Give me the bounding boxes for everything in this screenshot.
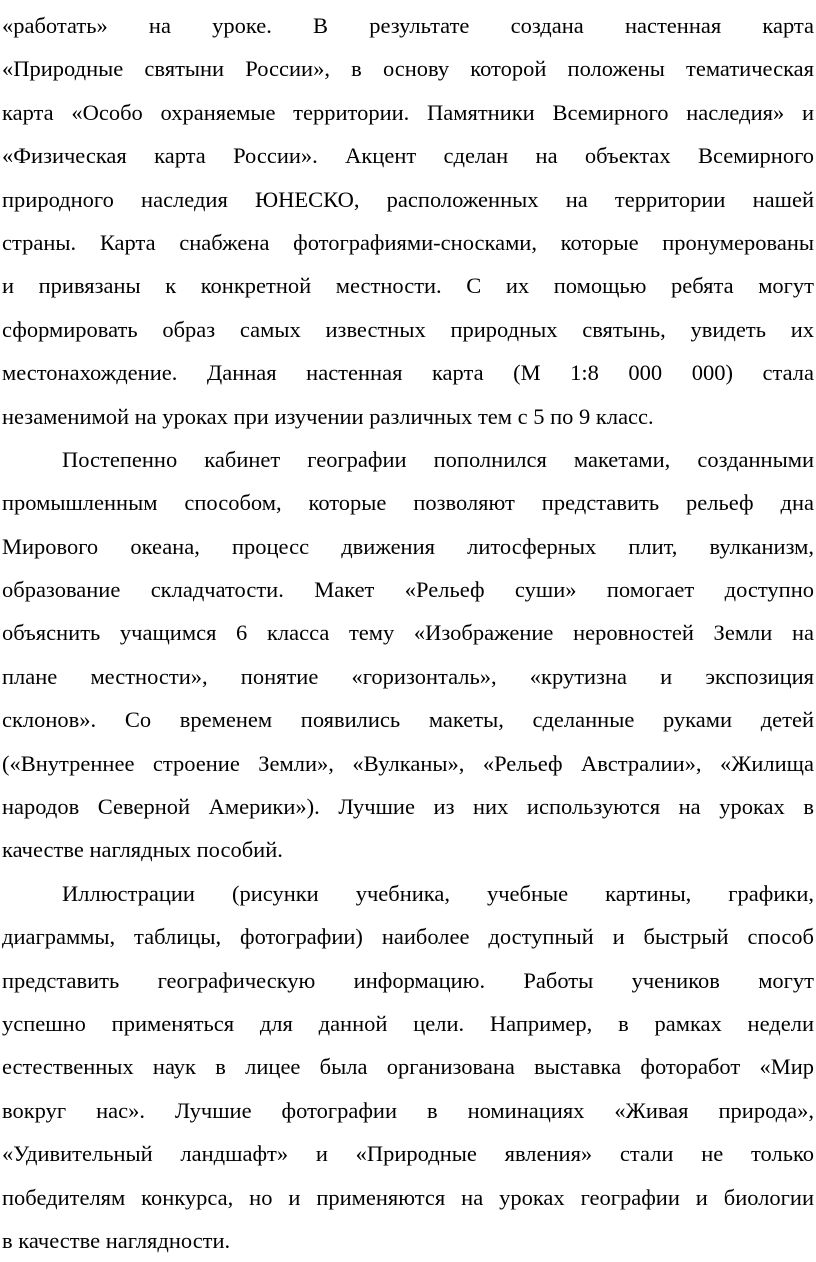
paragraph-2	[2, 438, 814, 872]
text-line: страны. Карта снабжена фотографиями-сносками, которые пронумерованы	[2, 229, 814, 255]
text-line: вокруг нас». Лучшие фотографии в номинациях «Живая природа»,	[2, 1097, 814, 1123]
text-line: победителям конкурса, но и применяются на уроках географии и биологии	[2, 1184, 814, 1210]
text-line: объяснить учащимся 6 класса тему «Изображение неровностей Земли на	[2, 620, 814, 646]
text-line: представить географическую информацию. Работы учеников могут	[2, 967, 814, 993]
text-line: «работать» на уроке. В результате создана настенная карта	[2, 13, 814, 38]
text-line: естественных наук в лицее была организована выставка фоторабот «Мир	[2, 1054, 814, 1080]
text-line: качестве наглядных пособий.	[2, 837, 283, 863]
paragraph-1	[2, 4, 814, 438]
text-line: в качестве наглядности.	[2, 1227, 231, 1253]
text-line: местонахождение. Данная настенная карта (М 1:8 000 000) стала	[2, 360, 814, 386]
text-line: склонов». Со временем появились макеты, сделанные руками детей	[2, 707, 814, 733]
text-line: «Природные святыни России», в основу которой положены тематическая	[2, 56, 814, 82]
text-line: «Удивительный ландшафт» и «Природные явления» стали не только	[2, 1141, 814, 1167]
paragraph-3	[2, 872, 814, 1262]
text-line: «Физическая карта России». Акцент сделан на объектах Всемирного	[2, 143, 814, 169]
text-line: успешно применяться для данной цели. Например, в рамках недели	[2, 1010, 814, 1036]
text-line: Постепенно кабинет географии пополнился макетами, созданными	[62, 446, 814, 472]
text-line: («Внутреннее строение Земли», «Вулканы», «Рельеф Австралии», «Жилища	[2, 750, 814, 776]
text-line: и привязаны к конкретной местности. С их помощью ребята могут	[2, 273, 814, 299]
text-line: Мирового океана, процесс движения литосферных плит, вулканизм,	[2, 533, 814, 559]
text-line: карта «Особо охраняемые территории. Памятники Всемирного наследия» и	[2, 99, 814, 125]
text-line: Иллюстрации (рисунки учебника, учебные картины, графики,	[62, 880, 814, 906]
text-line: образование складчатости. Макет «Рельеф суши» помогает доступно	[2, 577, 814, 603]
text-line: плане местности», понятие «горизонталь», «крутизна и экспозиция	[2, 663, 814, 689]
text-line: природного наследия ЮНЕСКО, расположенных на территории нашей	[2, 186, 814, 212]
text-line: народов Северной Америки»). Лучшие из них используются на уроках в	[2, 794, 814, 820]
text-line: диаграммы, таблицы, фотографии) наиболее доступный и быстрый способ	[2, 924, 814, 950]
text-line: промышленным способом, которые позволяют представить рельеф дна	[2, 490, 814, 516]
text-line: незаменимой на уроках при изучении различных тем с 5 по 9 класс.	[2, 403, 654, 429]
text-line: сформировать образ самых известных природных святынь, увидеть их	[2, 316, 814, 342]
